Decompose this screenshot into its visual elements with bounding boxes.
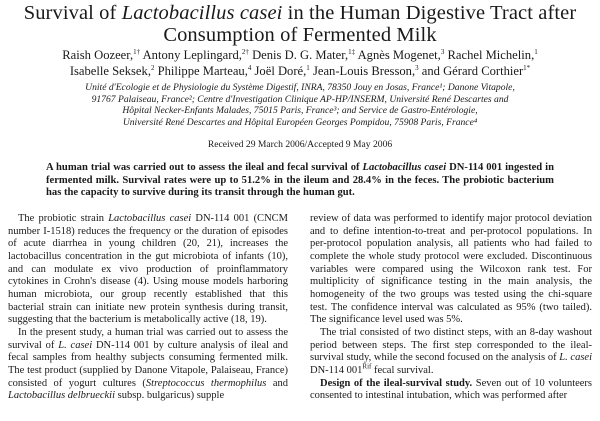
- author-name: Agnès Mogenet,: [357, 48, 441, 62]
- abstract-text-cont: DN-114 001 ingested in fermented milk. Survival rates were up to 51.2% in the ileum and 28.4% in the feces. The probiotic bacterium has the capacity to survive during its transit through the human gut.: [46, 162, 555, 199]
- author-name: and Gérard Corthier: [421, 63, 524, 78]
- author-affil-mark: 2: [150, 63, 155, 72]
- author-affil-mark: 1‡: [348, 47, 356, 56]
- body-text: and: [266, 377, 288, 389]
- affiliation-line: Hôpital Necker-Enfants Malades, 75015 Paris, France³; and Service de Gastro-Entérologie,: [122, 105, 478, 117]
- affiliation-line: Unité d'Ecologie et de Physiologie du Système Digestif, INRA, 78350 Jouy en Josas, France¹; Danone Vitapole,: [85, 82, 515, 93]
- author-name: Joël Doré,: [254, 63, 307, 78]
- title-line-2: Consumption of Fermented Milk: [163, 24, 437, 46]
- body-paragraph-4: [310, 327, 592, 378]
- species-name: Lactobacillus delbrueckii: [8, 390, 116, 402]
- body-paragraph-1: [8, 213, 288, 327]
- author-affil-mark: 4: [247, 63, 252, 72]
- affiliations: [8, 82, 592, 128]
- author-affil-mark: 2†: [241, 47, 249, 56]
- body-text: In the present study, a human trial was carried out to assess the survival of: [8, 326, 288, 351]
- author-name: Antony Leplingard,: [142, 48, 242, 62]
- title-text-cont: in the Human Digestive Tract after: [282, 2, 577, 24]
- page-cutoff-fade: [0, 408, 600, 421]
- author-name: Jean-Louis Bresson,: [312, 63, 416, 78]
- body-paragraph-3: review of data was performed to identify major protocol deviation and to define intention-to-treat and per-protocol populations. In per-protocol population analysis, all patients who had failed to complete the whole study protocol were excluded. Discontinuous variables were compared using the Wilcoxon rank test. For multiplicity of significance testing in the main analysis, the homogeneity of the two groups was tested using the chi-square test. The confidence interval was calculated as 95% (two tailed). The significance level used was 5%.: [310, 213, 592, 326]
- body-text: DN-114 001 (CNCM number I-1518) reduces the frequency or the duration of episodes of acute diarrhea in young children (20, 21), increases the lactobacillus concentration in the gut microbiota of infants (10), and can modulate ex vivo production of proinflammatory cytokines in Crohn's disease (4). Using mouse models harboring human microbiota, our group recently established that this bacterial strain can initiate new protein synthesis during transit, suggesting that the bacterium is metabolically active (18, 19).: [8, 213, 288, 326]
- author-affil-mark: 1*: [523, 63, 531, 72]
- section-heading: Design of the ileal-survival study.: [320, 377, 473, 389]
- body-text: fecal survival.: [371, 364, 434, 376]
- article-title: [0, 2, 600, 46]
- affiliation-line: Université René Descartes and Hôpital Européen Georges Pompidou, 75908 Paris, France⁴: [122, 116, 478, 128]
- author-affil-mark: 3: [415, 63, 419, 72]
- abstract: [46, 162, 554, 200]
- body-text: The trial consisted of two distinct steps, with an 8-day washout period between steps. The first step corresponded to the ileal-survival study, while the second focused on the analysis of: [310, 326, 592, 364]
- body-text: subsp. bulgaricus) supple: [115, 390, 225, 402]
- author-affil-mark: 1: [534, 47, 538, 56]
- species-name: Streptococcus thermophilus: [145, 377, 267, 389]
- abstract-text: A human trial was carried out to assess the ileal and fecal survival of: [46, 162, 363, 173]
- section-paragraph: [310, 378, 592, 403]
- species-name: Lactobacillus casei: [108, 213, 192, 224]
- body-text: DN-114 001 by culture analysis of ileal and fecal samples from healthy subjects consuming fermented milk. The test product (supplied by Danone Vitapole, Palaiseau, France) consisted of yogurt cultures (: [8, 339, 289, 389]
- author-name: Raish Oozeer,: [62, 48, 134, 62]
- received-date: Received 29 March 2006/Accepted 9 May 2006: [207, 139, 393, 150]
- abstract-species: Lactobacillus casei: [362, 162, 447, 173]
- strain-superscript: Rif: [362, 362, 372, 371]
- title-text: Survival of: [23, 2, 122, 24]
- author-line-2: [0, 64, 600, 80]
- body-text: DN-114 001: [310, 364, 363, 376]
- body-text: The probiotic strain: [18, 213, 109, 224]
- left-column: [8, 213, 288, 403]
- author-affil-mark: 1: [306, 63, 310, 72]
- author-name: Philippe Marteau,: [157, 63, 248, 78]
- species-name: L. casei: [58, 339, 93, 351]
- author-name: Denis D. G. Mater,: [252, 48, 349, 62]
- author-name: Rachel Michelin,: [447, 48, 535, 62]
- author-affil-mark: 3: [440, 47, 445, 56]
- title-species: Lactobacillus casei: [121, 2, 283, 24]
- author-affil-mark: 1†: [133, 47, 141, 56]
- body-text: Seven out of 10 volunteers consented to intestinal intubation, which was performed after: [310, 377, 593, 402]
- species-name: L. casei: [559, 352, 592, 364]
- affiliation-line: 91767 Palaiseau, France²; Centre d'Investigation Clinique AP-HP/INSERM, Université René Descartes and: [91, 93, 509, 105]
- author-list: [0, 48, 600, 79]
- author-line-1: [0, 48, 600, 64]
- author-name: Isabelle Seksek,: [69, 63, 151, 78]
- body-paragraph-2: [8, 327, 288, 403]
- right-column: [310, 213, 592, 403]
